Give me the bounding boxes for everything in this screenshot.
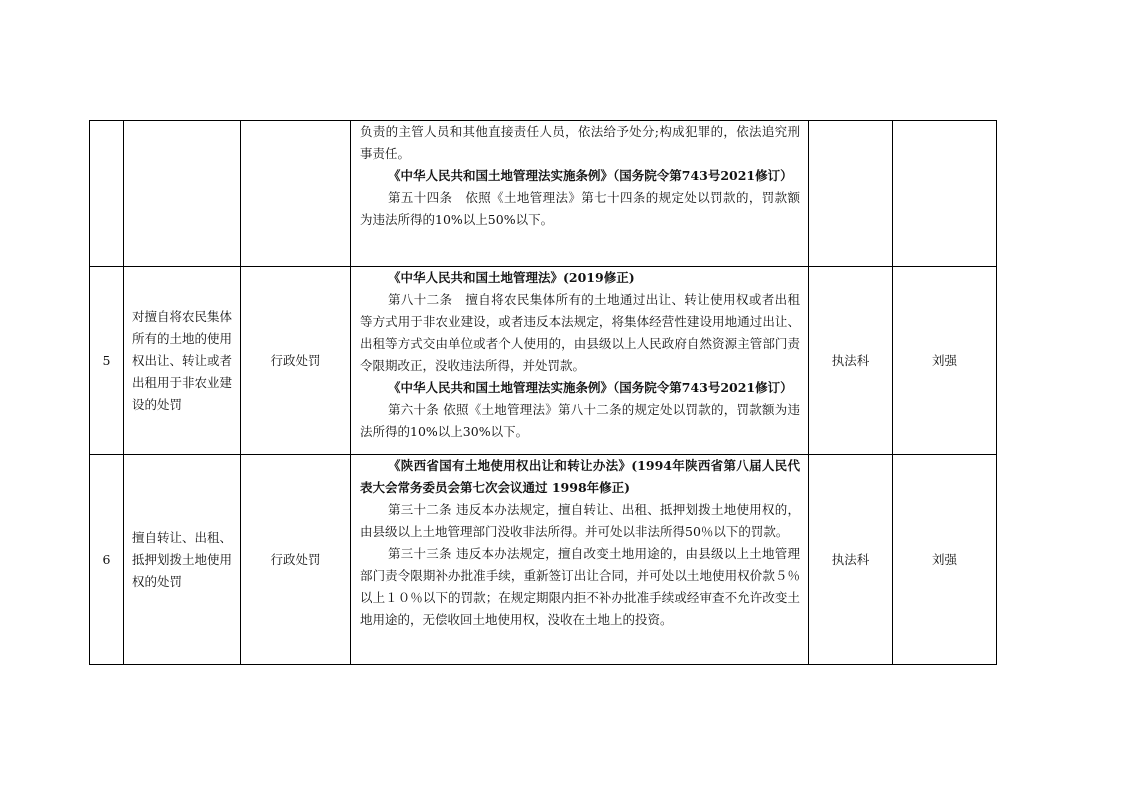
responsible-person: 刘强	[893, 455, 997, 665]
item-category	[241, 121, 351, 267]
law-title: 《中华人民共和国土地管理法》(2019修正)	[388, 270, 635, 285]
legal-basis	[351, 455, 809, 665]
department: 执法科	[809, 455, 893, 665]
law-title: 《中华人民共和国土地管理法实施条例》（国务院令第743号2021修订）	[388, 380, 793, 395]
item-name: 对擅自将农民集体所有的土地的使用权出让、转让或者出租用于非农业建设的处罚	[124, 267, 241, 455]
item-number: 6	[90, 455, 124, 665]
item-name	[124, 121, 241, 267]
legal-basis	[351, 121, 809, 267]
table-row	[90, 267, 997, 455]
legal-basis	[351, 267, 809, 455]
basis-paragraph: 负责的主管人员和其他直接责任人员，依法给予处分;构成犯罪的，依法追究刑事责任。	[360, 124, 800, 161]
law-title: 《陕西省国有土地使用权出让和转让办法》(1994年陕西省第八届人民代表大会常务委员会第七次会议通过 1998年修正)	[360, 458, 800, 495]
table-row	[90, 455, 997, 665]
department: 执法科	[809, 267, 893, 455]
item-number: 5	[90, 267, 124, 455]
article-text: 第三十二条 违反本办法规定，擅自转让、出租、抵押划拨土地使用权的，由县级以上土地管理部门没收非法所得。并可处以非法所得50％以下的罚款。	[360, 502, 800, 539]
article-text: 第六十条 依照《土地管理法》第八十二条的规定处以罚款的，罚款额为违法所得的10%以上30%以下。	[360, 402, 800, 439]
item-number	[90, 121, 124, 267]
law-title: 《中华人民共和国土地管理法实施条例》（国务院令第743号2021修订）	[388, 168, 793, 183]
item-name: 擅自转让、出租、抵押划拨土地使用权的处罚	[124, 455, 241, 665]
table-row	[90, 121, 997, 267]
department	[809, 121, 893, 267]
responsible-person: 刘强	[893, 267, 997, 455]
article-text: 第三十三条 违反本办法规定，擅自改变土地用途的，由县级以上土地管理部门责令限期补办批准手续，重新签订出让合同，并可处以土地使用权价款５％以上１０％以下的罚款；在规定期限内拒不补办批准手续或经审查不允许改变土地用途的，无偿收回土地使用权，没收在土地上的投资。	[360, 546, 800, 627]
item-category: 行政处罚	[241, 455, 351, 665]
article-text: 第八十二条 擅自将农民集体所有的土地通过出让、转让使用权或者出租等方式用于非农业建设，或者违反本法规定，将集体经营性建设用地通过出让、出租等方式交由单位或者个人使用的，由县级以上人民政府自然资源主管部门责令限期改正，没收违法所得，并处罚款。	[360, 292, 800, 373]
responsible-person	[893, 121, 997, 267]
law-enforcement-table	[89, 120, 997, 665]
item-category: 行政处罚	[241, 267, 351, 455]
article-text: 第五十四条 依照《土地管理法》第七十四条的规定处以罚款的，罚款额为违法所得的10%以上50%以下。	[360, 190, 800, 227]
